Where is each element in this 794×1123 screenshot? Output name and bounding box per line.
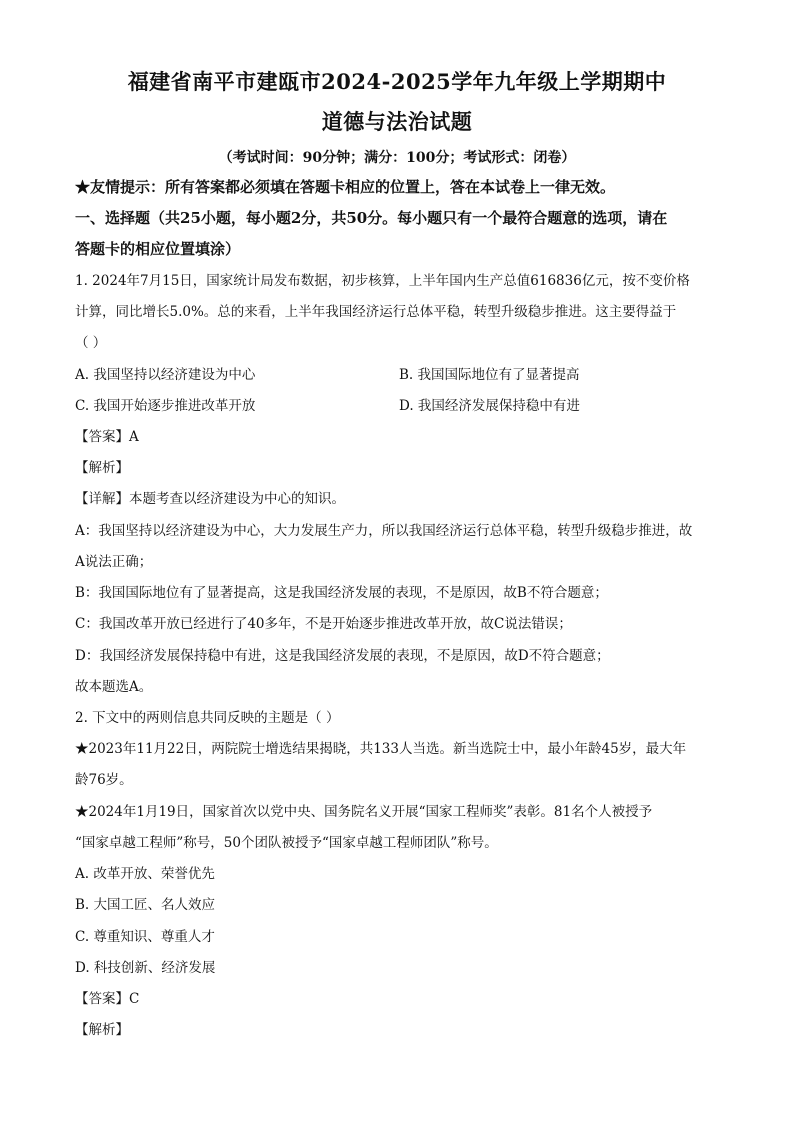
q2-info1-line2: 龄76岁。 <box>75 772 133 788</box>
q2-option-c: C. 尊重知识、尊重人才 <box>75 929 215 945</box>
notice: ★友情提示：所有答案都必须填在答题卡相应的位置上，答在本试卷上一律无效。 <box>75 178 616 196</box>
section-heading-line1: 一、选择题（共25小题，每小题2分，共50分。每小题只有一个最符合题意的选项，请在 <box>75 209 668 227</box>
q2-info2-line2: “国家卓越工程师”称号，50个团队被授予“国家卓越工程师团队”称号。 <box>75 835 498 851</box>
q2-answer: 【答案】C <box>75 991 140 1007</box>
q1-stem-line2: 计算，同比增长5.0%。总的来看，上半年我国经济运行总体平稳，转型升级稳步推进。这主要得益于 <box>75 304 677 320</box>
q2-info1-line1: ★2023年11月22日，两院院士增选结果揭晓，共133人当选。新当选院士中，最小年龄45岁，最大年 <box>75 741 687 757</box>
q1-option-a: A. 我国坚持以经济建设为中心 <box>75 367 256 383</box>
q2-option-d: D. 科技创新、经济发展 <box>75 960 216 976</box>
q2-option-b: B. 大国工匠、名人效应 <box>75 897 216 913</box>
q1-explain-a-line1: A：我国坚持以经济建设为中心，大力发展生产力，所以我国经济运行总体平稳，转型升级稳步推进，故 <box>75 523 693 539</box>
q2-option-a: A. 改革开放、荣誉优先 <box>75 866 215 882</box>
q1-option-b: B. 我国国际地位有了显著提高 <box>399 367 580 383</box>
q2-stem: 2. 下文中的两则信息共同反映的主题是（ ） <box>75 710 340 726</box>
q2-info2-line1: ★2024年1月19日，国家首次以党中央、国务院名义开展“国家工程师奖”表彰。81名个人被授予 <box>75 804 653 820</box>
q1-explain-a-line2: A说法正确； <box>75 554 153 570</box>
exam-info: （考试时间：90分钟；满分：100分；考试形式：闭卷） <box>218 150 576 166</box>
q1-conclusion: 故本题选A。 <box>75 679 153 695</box>
q2-analysis-label: 【解析】 <box>75 1022 129 1038</box>
q1-option-d: D. 我国经济发展保持稳中有进 <box>399 398 580 414</box>
q1-explain-c: C：我国改革开放已经进行了40多年，不是开始逐步推进改革开放，故C说法错误； <box>75 616 572 632</box>
exam-title-line2: 道德与法治试题 <box>321 109 473 134</box>
q1-stem-line1: 1. 2024年7月15日，国家统计局发布数据，初步核算，上半年国内生产总值616836亿元，按不变价格 <box>75 273 690 289</box>
q1-detail: 【详解】本题考查以经济建设为中心的知识。 <box>75 491 345 507</box>
exam-title-line1: 福建省南平市建瓯市2024-2025学年九年级上学期期中 <box>127 69 667 94</box>
q1-analysis-label: 【解析】 <box>75 460 129 476</box>
q1-answer: 【答案】A <box>75 429 139 445</box>
q1-explain-b: B：我国国际地位有了显著提高，这是我国经济发展的表现，不是原因，故B不符合题意； <box>75 585 608 601</box>
q1-explain-d: D：我国经济发展保持稳中有进，这是我国经济发展的表现，不是原因，故D不符合题意； <box>75 648 610 664</box>
q1-stem-line3: （ ） <box>75 335 107 351</box>
section-heading-line2: 答题卡的相应位置填涂） <box>75 240 241 258</box>
q1-option-c: C. 我国开始逐步推进改革开放 <box>75 398 256 414</box>
